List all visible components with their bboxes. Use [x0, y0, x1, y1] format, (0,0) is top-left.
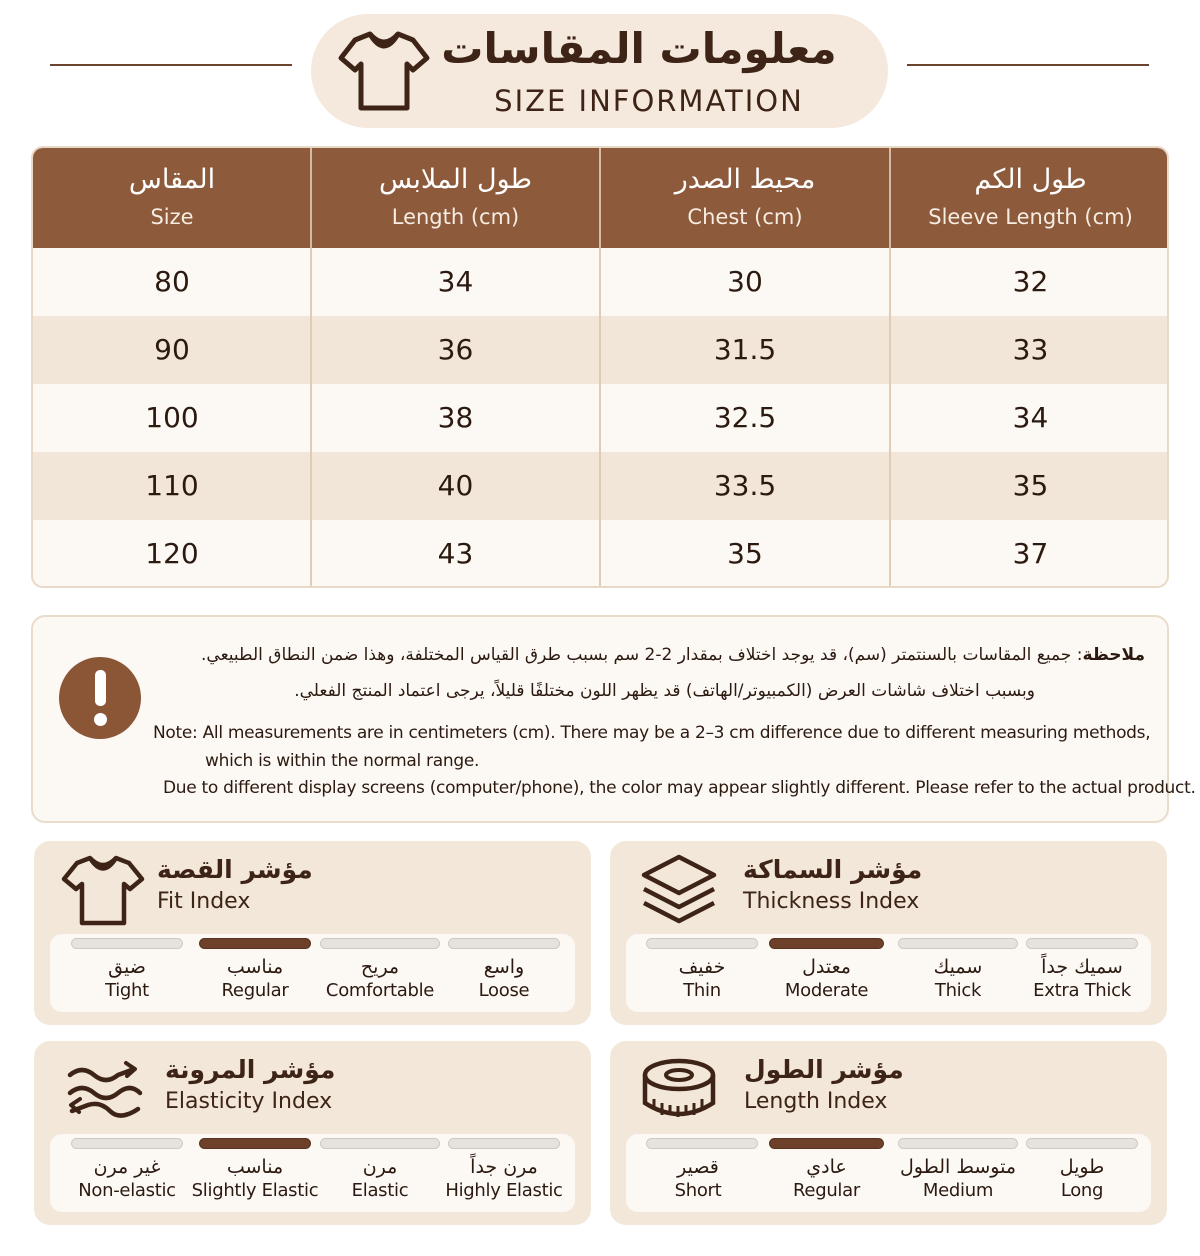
scale-option	[440, 938, 568, 1018]
table-cell: 32.5	[713, 401, 777, 434]
column-header-chest	[600, 148, 890, 248]
column-header-ar: طول الكم	[974, 164, 1087, 195]
header-divider-left	[50, 64, 292, 66]
card-title-en: Elasticity Index	[165, 1089, 333, 1114]
option-label-en: Thin	[683, 980, 721, 1001]
length-index-card	[610, 1041, 1167, 1225]
option-label-ar: مناسب	[226, 956, 284, 978]
table-cell: 120	[145, 537, 199, 570]
scale-option-active	[761, 938, 892, 1018]
option-label-en: Regular	[793, 1180, 860, 1201]
option-label-ar: سميك جداً	[1041, 956, 1123, 978]
option-label-en: Regular	[221, 980, 289, 1001]
column-divider	[599, 248, 601, 588]
option-label-en: Comfortable	[325, 980, 435, 1001]
column-header-size	[33, 148, 311, 248]
card-title-ar: مؤشر الطول	[744, 1055, 904, 1084]
scale-option	[1018, 938, 1146, 1018]
option-label-ar: خفيف	[678, 956, 726, 978]
option-label-ar: مريح	[360, 956, 400, 978]
option-label-ar: معتدل	[802, 956, 851, 978]
option-label-ar: قصير	[677, 1156, 719, 1178]
option-label-ar: مرن جداً	[470, 1156, 538, 1178]
column-divider	[599, 148, 601, 248]
option-label-en: Non-elastic	[78, 1180, 176, 1201]
scale-option	[638, 1138, 766, 1218]
card-title-en: Length Index	[744, 1089, 888, 1114]
scale-option-active	[761, 1138, 892, 1218]
elasticity-index-card	[34, 1041, 591, 1225]
fit-index-card	[34, 841, 591, 1025]
table-cell: 37	[1012, 537, 1049, 570]
length-scale	[626, 1134, 1151, 1212]
table-cell: 31.5	[713, 333, 777, 366]
option-label-en: Long	[1060, 1180, 1104, 1201]
scale-option-active	[191, 938, 319, 1018]
table-cell: 32	[1012, 265, 1049, 298]
column-header-ar: المقاس	[128, 164, 216, 195]
scale-option-active	[191, 1138, 319, 1218]
scale-option	[440, 1138, 568, 1218]
option-label-en: Loose	[478, 980, 530, 1001]
table-cell: 35	[1012, 469, 1049, 502]
note-text: : جميع المقاسات بالسنتمتر (سم)، قد يوجد اختلاف بمقدار 2-2 سم بسبب طرق القياس المختلفة، وهذا ضمن النطاق الطبيعي.	[201, 645, 1083, 665]
column-header-length	[311, 148, 600, 248]
column-header-en: Chest (cm)	[687, 205, 803, 229]
card-title-ar: مؤشر السماكة	[743, 855, 923, 884]
note-line-en-2: which is within the normal range.	[205, 751, 480, 771]
table-cell: 43	[437, 537, 474, 570]
exclamation-icon	[59, 657, 141, 739]
table-cell: 34	[437, 265, 474, 298]
table-cell: 36	[437, 333, 474, 366]
header-banner	[311, 14, 888, 128]
column-divider	[889, 148, 891, 248]
size-table	[31, 146, 1169, 588]
table-cell: 34	[1012, 401, 1049, 434]
card-title-en: Thickness Index	[743, 889, 920, 914]
option-label-en: Slightly Elastic	[191, 1180, 319, 1201]
table-cell: 80	[154, 265, 190, 298]
option-label-ar: مناسب	[226, 1156, 284, 1178]
scale-option	[63, 1138, 191, 1218]
column-divider	[889, 248, 891, 588]
table-cell: 33.5	[713, 469, 777, 502]
option-label-en: Short	[674, 1180, 722, 1201]
table-cell: 33	[1012, 333, 1049, 366]
option-label-en: Medium	[922, 1180, 994, 1201]
table-cell: 35	[727, 537, 763, 570]
table-cell: 100	[145, 401, 199, 434]
option-label-en: Highly Elastic	[445, 1180, 563, 1201]
tshirt-icon	[337, 28, 431, 114]
fit-scale	[50, 934, 575, 1012]
option-label-ar: واسع	[483, 956, 525, 978]
tape-measure-icon	[636, 1053, 722, 1127]
scale-option	[63, 938, 191, 1018]
column-header-ar: طول الملابس	[378, 164, 533, 195]
page-title-en: SIZE INFORMATION	[494, 84, 804, 118]
column-header-ar: محيط الصدر	[674, 164, 816, 195]
note-box	[31, 615, 1196, 823]
table-header	[33, 148, 1167, 248]
scale-option	[312, 938, 448, 1018]
elasticity-scale	[50, 1134, 575, 1212]
card-title-en: Fit Index	[157, 889, 251, 914]
column-divider	[310, 148, 312, 248]
option-label-ar: طويل	[1059, 1156, 1105, 1178]
scale-option	[1018, 1138, 1146, 1218]
column-header-en: Size	[150, 205, 194, 229]
column-divider	[310, 248, 312, 588]
header-divider-right	[907, 64, 1149, 66]
scale-option	[890, 1138, 1026, 1218]
thickness-index-card	[610, 841, 1167, 1025]
card-title-ar: مؤشر القصة	[157, 855, 313, 884]
option-label-ar: مرن	[362, 1156, 398, 1178]
column-header-sleeve	[890, 148, 1169, 248]
option-label-en: Tight	[105, 980, 149, 1001]
table-cell: 90	[154, 333, 190, 366]
scale-option	[638, 938, 766, 1018]
table-cell: 110	[145, 469, 199, 502]
option-label-ar: متوسط الطول	[900, 1156, 1016, 1178]
option-label-ar: غير مرن	[93, 1156, 161, 1178]
option-label-en: Thick	[934, 980, 982, 1001]
option-label-ar: سميك	[933, 956, 983, 978]
column-header-en: Length (cm)	[391, 205, 520, 229]
table-cell: 30	[727, 265, 763, 298]
waves-icon	[60, 1053, 146, 1127]
note-line-en-3: Due to different display screens (computer/phone), the color may appear slightly different. Please refer to the actual product.	[163, 778, 1196, 798]
scale-option	[312, 1138, 448, 1218]
page-title-ar: معلومات المقاسات	[441, 24, 837, 73]
scale-option	[890, 938, 1026, 1018]
table-cell: 38	[437, 401, 474, 434]
option-label-en: Moderate	[784, 980, 869, 1001]
note-line-ar-2: وبسبب اختلاف شاشات العرض (الكمبيوتر/الهاتف) قد يظهر اللون مختلفًا قليلاً، يرجى اعتماد المنتج الفعلي.	[294, 681, 1035, 701]
layers-icon	[636, 853, 722, 927]
table-cell: 40	[437, 469, 474, 502]
note-line-en-1: Note: All measurements are in centimeters (cm). There may be a 2–3 cm difference due to different measuring methods,	[153, 723, 1151, 743]
option-label-ar: عادي	[806, 1156, 847, 1178]
option-label-ar: ضيق	[108, 956, 146, 978]
note-label: ملاحظة	[1082, 645, 1145, 665]
card-title-ar: مؤشر المرونة	[165, 1055, 336, 1084]
note-line-ar-1	[201, 645, 1145, 665]
column-header-en: Sleeve Length (cm)	[928, 205, 1133, 229]
thickness-scale	[626, 934, 1151, 1012]
option-label-en: Elastic	[351, 1180, 409, 1201]
tshirt-icon	[60, 853, 146, 927]
option-label-en: Extra Thick	[1033, 980, 1131, 1001]
